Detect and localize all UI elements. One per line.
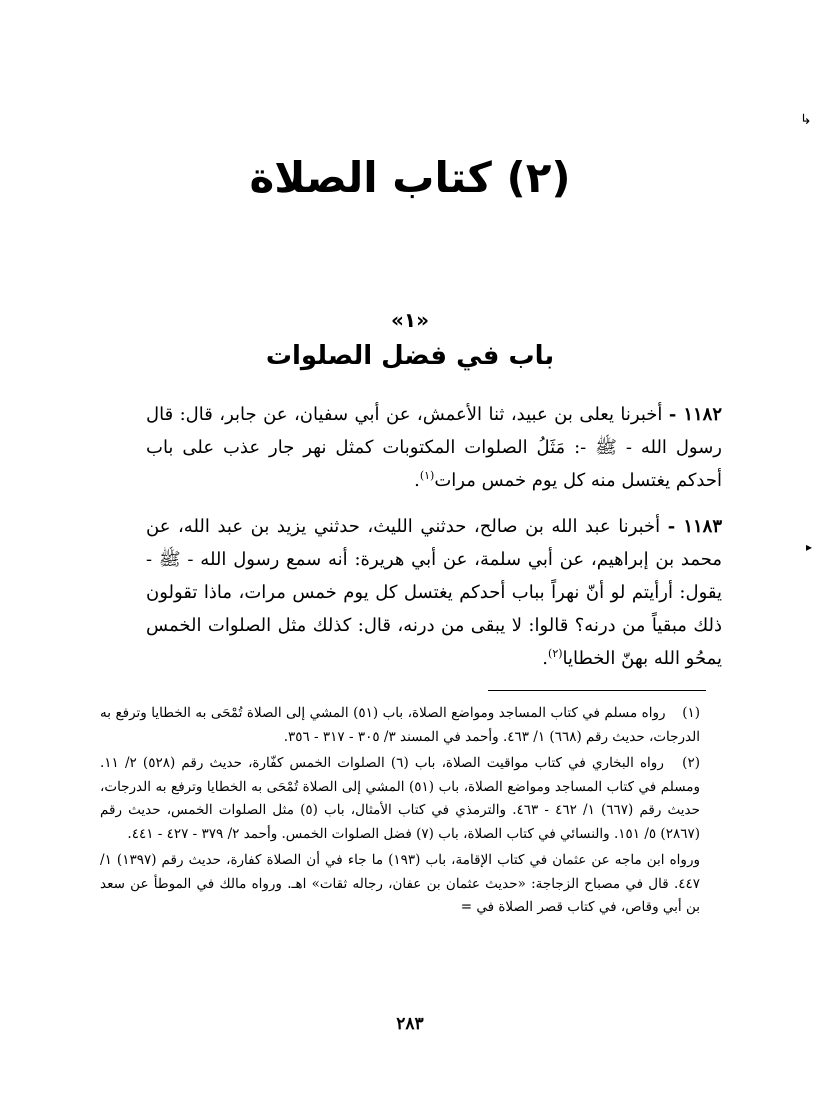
chapter-number: «١» [390,308,430,332]
footnotes [100,702,700,920]
hadith-number: ١١٨٣ - [667,516,722,537]
scan-mark-icon: ↳ [800,112,812,128]
footnote-1 [100,702,700,749]
page-number: ٢٨٣ [396,1014,424,1034]
footnote-text: رواه مسلم في كتاب المساجد ومواضع الصلاة، باب (٥١) المشي إلى الصلاة تُمْحَى به الخطايا وترفع به الدرجات، حديث رقم (٦٦٨) ١/ ٤٦٣. وأحمد في المسند ٣/ ٣٠٥ - ٣١٧ - ٣٥٦. [100,705,700,745]
footnote-ref: (٢) [548,647,563,660]
footnote-number: (١) [682,705,701,721]
hadith-text: أخبرنا عبد الله بن صالح، حدثني الليث، حدثني يزيد بن عبد الله، عن محمد بن إبراهيم، عن أبي سلمة، عن أبي هريرة: أنه سمع رسول الله - ﷺ - يقول: أرأيتم لو أنّ نهراً بباب أحدكم يغتسل كل يوم خمس مرات، ماذا تقولون ذلك مبقياً من درنه؟ قالوا: لا يبقى من درنه، قال: كذلك مثل الصلوات الخمس يمحُو الله بهنّ الخطايا [146,516,722,669]
hadith-text: أخبرنا يعلى بن عبيد، ثنا الأعمش، عن أبي سفيان، عن جابر، قال: قال رسول الله - ﷺ -: مَثَلُ الصلوات المكتوبات كمثل نهر جار عذب على باب أحدكم يغتسل منه كل يوم خمس مرات [146,404,722,491]
footnote-ref: (١) [419,469,435,482]
scan-mark-icon: ▸ [806,540,813,554]
hadith-number: ١١٨٢ - [668,404,722,425]
hadith-2: ١١٨٣ - أخبرنا عبد الله بن صالح، حدثني الليث، حدثني يزيد بن عبد الله، عن محمد بن إبراهيم، عن أبي سلمة، عن أبي هريرة: أنه سمع رسول الله - ﷺ - يقول: أرأيتم لو أنّ نهراً بباب أحدكم يغتسل كل يوم خمس مرات، ماذا تقولون ذلك مبقياً من درنه؟ قالوا: لا يبقى من درنه، قال: كذلك مثل الصلوات الخمس يمحُو الله بهنّ الخطايا$^{(٢)}$. [146,516,722,669]
footnote-continuation: ورواه ابن ماجه عن عثمان في كتاب الإقامة، باب (١٩٣) ما جاء في أن الصلاة كفارة، حديث رقم (١٣٩٧) ١/ ٤٤٧. قال في مصباح الزجاجة: «حديث عثمان بن عفان، رجاله ثقات» اهـ. ورواه مالك في الموطأ عن سعد بن أبي وقاص، في كتاب قصر الصلاة في = [100,852,700,915]
footnote-divider [488,690,706,691]
book-title: (٢) كتاب الصلاة [249,153,571,202]
footnote-2 [100,752,700,846]
hadith-1: ١١٨٢ - أخبرنا يعلى بن عبيد، ثنا الأعمش، عن أبي سفيان، عن جابر، قال: قال رسول الله - ﷺ -: مَثَلُ الصلوات المكتوبات كمثل نهر جار عذب على باب أحدكم يغتسل منه كل يوم خمس مرات$^{(١)}$. [146,404,722,491]
footnote-number: (٢) [682,755,700,771]
chapter-title: باب في فضل الصلوات [265,341,555,371]
footnote-text: رواه البخاري في كتاب مواقيت الصلاة، باب (٦) الصلوات الخمس كفّارة، حديث رقم (٥٢٨) ٢/ ١١. ومسلم في كتاب المساجد ومواضع الصلاة، باب (٥١) المشي إلى الصلاة تُمْحَى به الخطايا وترفع به الدرجات، حديث رقم (٦٦٧) ١/ ٤٦٢ - ٤٦٣. والترمذي في كتاب الأمثال، باب (٥) مثل الصلوات الخمس، حديث رقم (٢٨٦٧) ٥/ ١٥١. والنسائي في كتاب الصلاة، باب (٧) فضل الصلوات الخمس. وأحمد ٢/ ٣٧٩ - ٤٢٧ - ٤٤١. [100,755,700,842]
